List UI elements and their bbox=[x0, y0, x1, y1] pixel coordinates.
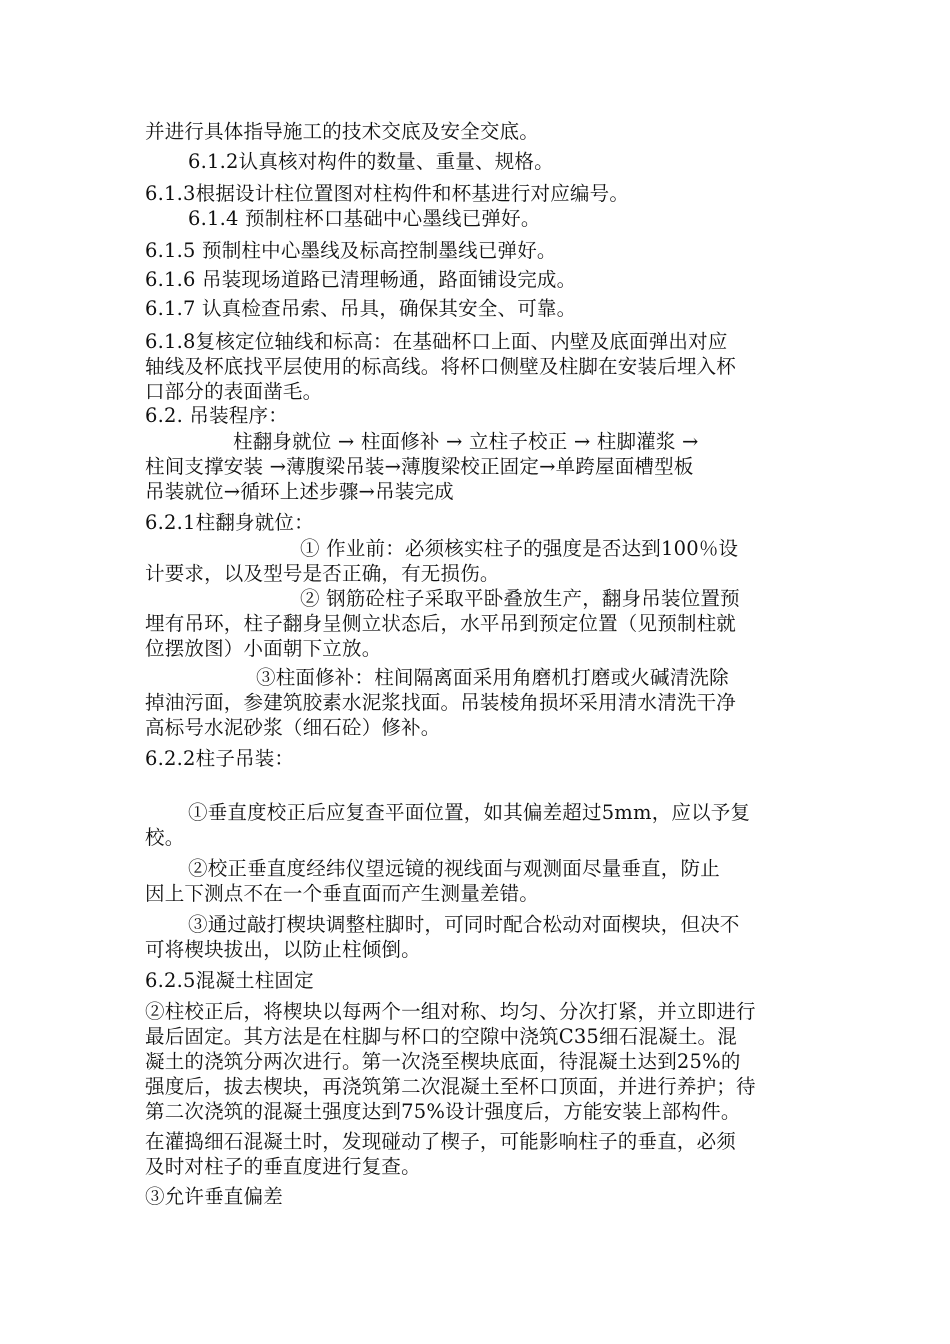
text-line: ③柱面修补：柱间隔离面采用角磨机打磨或火碱清洗除 bbox=[256, 666, 729, 689]
text-line: 6.1.6 吊装现场道路已清理畅通，路面铺设完成。 bbox=[145, 268, 577, 291]
text-line: 6.1.5 预制柱中心墨线及标高控制墨线已弹好。 bbox=[145, 239, 557, 262]
text-line: 6.1.7 认真检查吊索、吊具，确保其安全、可靠。 bbox=[145, 297, 577, 320]
text-line: 及时对柱子的垂直度进行复查。 bbox=[145, 1155, 421, 1178]
text-line: ③通过敲打楔块调整柱脚时，可同时配合松动对面楔块，但决不 bbox=[188, 913, 740, 936]
text-line: ①垂直度校正后应复查平面位置，如其偏差超过5mm，应以予复 bbox=[188, 801, 751, 824]
text-line: 6.1.8复核定位轴线和标高：在基础杯口上面、内壁及底面弹出对应 bbox=[145, 330, 728, 353]
text-line: ② 钢筋砼柱子采取平卧叠放生产，翻身吊装位置预 bbox=[300, 587, 740, 610]
text-line: 第二次浇筑的混凝土强度达到75%设计强度后，方能安装上部构件。 bbox=[145, 1100, 741, 1123]
text-line: 强度后，拔去楔块，再浇筑第二次混凝土至杯口顶面，并进行养护；待 bbox=[145, 1075, 756, 1098]
text-line: 掉油污面，参建筑胶素水泥浆找面。吊装棱角损坏采用清水清洗干净 bbox=[145, 691, 737, 714]
text-line: ③允许垂直偏差 bbox=[145, 1185, 283, 1208]
text-line: 并进行具体指导施工的技术交底及安全交底。 bbox=[145, 120, 540, 143]
text-line: 在灌捣细石混凝土时，发现碰动了楔子，可能影响柱子的垂直，必须 bbox=[145, 1130, 737, 1153]
text-line: 凝土的浇筑分两次进行。第一次浇至楔块底面，待混凝土达到25%的 bbox=[145, 1050, 741, 1073]
text-line: ②校正垂直度经纬仪望远镜的视线面与观测面尽量垂直，防止 bbox=[188, 857, 720, 880]
text-line: 校。 bbox=[145, 826, 185, 849]
text-line: 计要求，以及型号是否正确，有无损伤。 bbox=[145, 562, 500, 585]
text-line: 位摆放图）小面朝下立放。 bbox=[145, 637, 382, 660]
text-line: 口部分的表面凿毛。 bbox=[145, 380, 323, 403]
text-line: 6.1.2认真核对构件的数量、重量、规格。 bbox=[188, 150, 554, 173]
text-line: 可将楔块拔出，以防止柱倾倒。 bbox=[145, 938, 421, 961]
section-heading: 6.2.1柱翻身就位： bbox=[145, 511, 314, 534]
section-heading: 6.2.5混凝土柱固定 bbox=[145, 969, 314, 992]
text-line: 吊装就位→循环上述步骤→吊装完成 bbox=[145, 480, 454, 503]
text-line: 6.1.4 预制柱杯口基础中心墨线已弹好。 bbox=[188, 207, 541, 230]
text-line: 高标号水泥砂浆（细石砼）修补。 bbox=[145, 716, 441, 739]
text-line: 轴线及杯底找平层使用的标高线。将杯口侧壁及柱脚在安装后埋入杯 bbox=[145, 355, 737, 378]
text-line: 柱间支撑安装 →薄腹梁吊装→薄腹梁校正固定→单跨屋面槽型板 bbox=[145, 455, 694, 478]
text-line: ① 作业前：必须核实柱子的强度是否达到100％设 bbox=[300, 537, 739, 560]
section-heading: 6.2. 吊装程序： bbox=[145, 404, 288, 427]
text-line: 柱翻身就位 → 柱面修补 → 立柱子校正 → 柱脚灌浆 → bbox=[233, 430, 699, 453]
section-heading: 6.2.2柱子吊装： bbox=[145, 747, 295, 770]
text-line: 6.1.3根据设计柱位置图对柱构件和杯基进行对应编号。 bbox=[145, 182, 630, 205]
text-line: 因上下测点不在一个垂直面而产生测量差错。 bbox=[145, 882, 540, 905]
text-line: 最后固定。其方法是在柱脚与杯口的空隙中浇筑C35细石混凝土。混 bbox=[145, 1025, 737, 1048]
text-line: 埋有吊环，柱子翻身呈侧立状态后，水平吊到预定位置（见预制柱就 bbox=[145, 612, 737, 635]
text-line: ②柱校正后，将楔块以每两个一组对称、均匀、分次打紧，并立即进行 bbox=[145, 1000, 756, 1023]
